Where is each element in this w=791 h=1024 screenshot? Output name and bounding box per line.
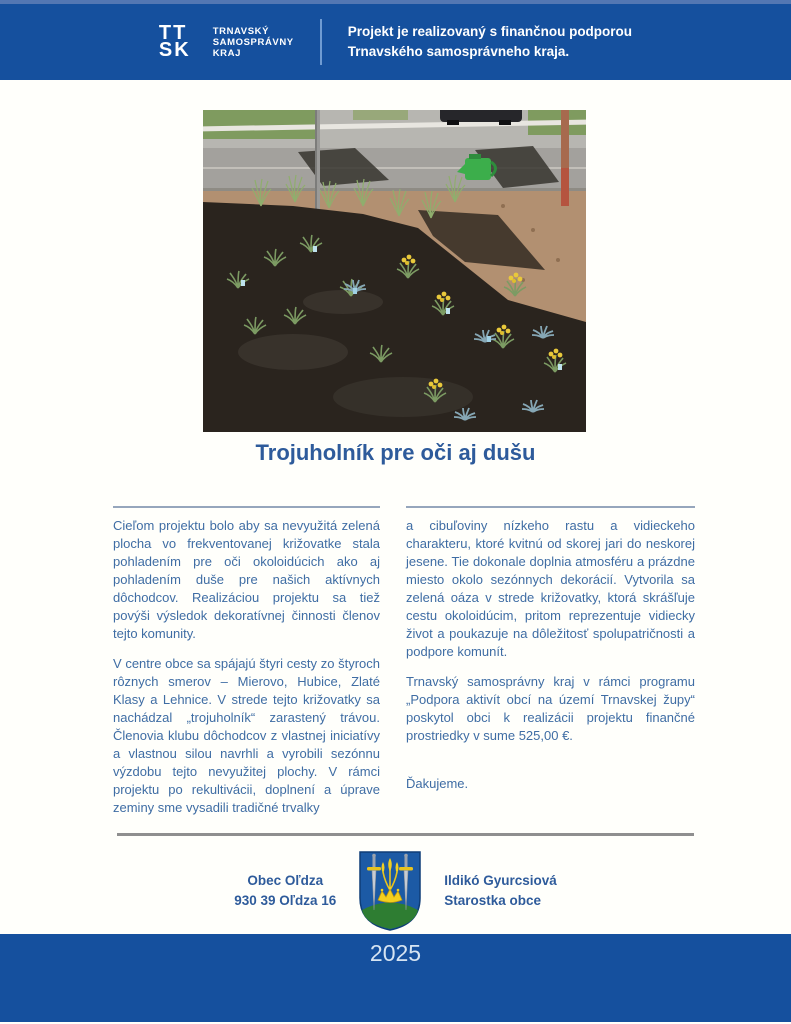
org-line-1: TRNAVSKÝ — [212, 25, 270, 37]
left-paragraph-1: Cieľom projektu bolo aby sa nevyužitá zelená plocha vo frekventovanej križovatke stala pohladením pre oči okoloidúcich ako aj pohladením duše pre našich aktívnych dôchodcov. Realizáciou projektu sa tiež povýši výsledok dekoratívnej činnosti členov tejto komunity. — [113, 518, 380, 641]
support-statement — [348, 22, 632, 62]
year-band — [0, 934, 791, 1022]
mayor-signature — [444, 871, 557, 911]
year-label: 2025 — [369, 940, 422, 966]
mayor-name: Ildikó Gyurcsiová — [444, 873, 557, 888]
right-column — [406, 506, 695, 829]
municipality-name: Obec Oľdza — [247, 873, 324, 888]
thanks-line: Ďakujeme. — [406, 776, 469, 791]
body-columns — [113, 506, 695, 829]
flowerbed-photo-illustration — [203, 110, 586, 432]
footer — [0, 846, 791, 936]
ttsk-logo — [158, 22, 191, 61]
mayor-role: Starostka obce — [444, 893, 542, 908]
left-paragraph-2: V centre obce sa spájajú štyri cesty zo štyroch rôznych smerov – Mierovo, Hubice, Zlaté Klasy a Lehnice. V strede tejto križovatky sa nachádzal „trojuholník“ zarastený trávou. Členovia klubu dôchodcov z vlastnej iniciatívy a vlastnou silou navrhli a vyrobili sezónnu výzdobu tejto nevyužitej plochy. V rámci projektu po rekultivácii, doplnení a úprave zeminy sme vysadili tradičné trvalky — [113, 656, 380, 815]
oldza-coat-of-arms — [358, 850, 422, 932]
page-title: Trojuholník pre oči aj dušu — [255, 440, 536, 465]
org-line-3: KRAJ — [212, 47, 241, 59]
header-divider — [320, 19, 322, 65]
left-column — [113, 506, 380, 829]
header-band — [0, 0, 791, 80]
municipality-address — [234, 871, 336, 911]
right-paragraph-2: Trnavský samosprávny kraj v rámci programu „Podpora aktivít obcí na území Trnavskej župy“ poskytol obci k realizácii projektu finančné prostriedky v sume 525,00 €. — [406, 674, 695, 743]
footer-divider-rule — [117, 833, 694, 836]
support-line-2: Trnavského samosprávneho kraja. — [347, 44, 570, 59]
project-photo — [203, 110, 586, 432]
right-paragraph-1: a cibuľoviny nízkeho rastu a vidieckeho charakteru, ktoré kvitnú od skorej jari do neskorej jesene. Tie dokonale doplnia atmosféru a prázdne miesto okolo sezónnych dekorácií. Vytvorila sa zelená oáza v strede križovatky, ktorá skrášľuje cestu okoloidúcim, pritom reprezentuje vidiecky život a poukazuje na dôležitosť spolupatričnosti a podpore komunít. — [406, 518, 695, 659]
ttsk-logo-sk: SK — [158, 39, 191, 61]
ttsk-logo-tt: TT — [158, 22, 188, 44]
org-line-2: SAMOSPRÁVNY — [212, 36, 294, 48]
municipality-street: 930 39 Oľdza 16 — [234, 893, 337, 908]
support-line-1: Projekt je realizovaný s finančnou podporou — [347, 24, 633, 39]
ttsk-org-name — [213, 26, 294, 59]
